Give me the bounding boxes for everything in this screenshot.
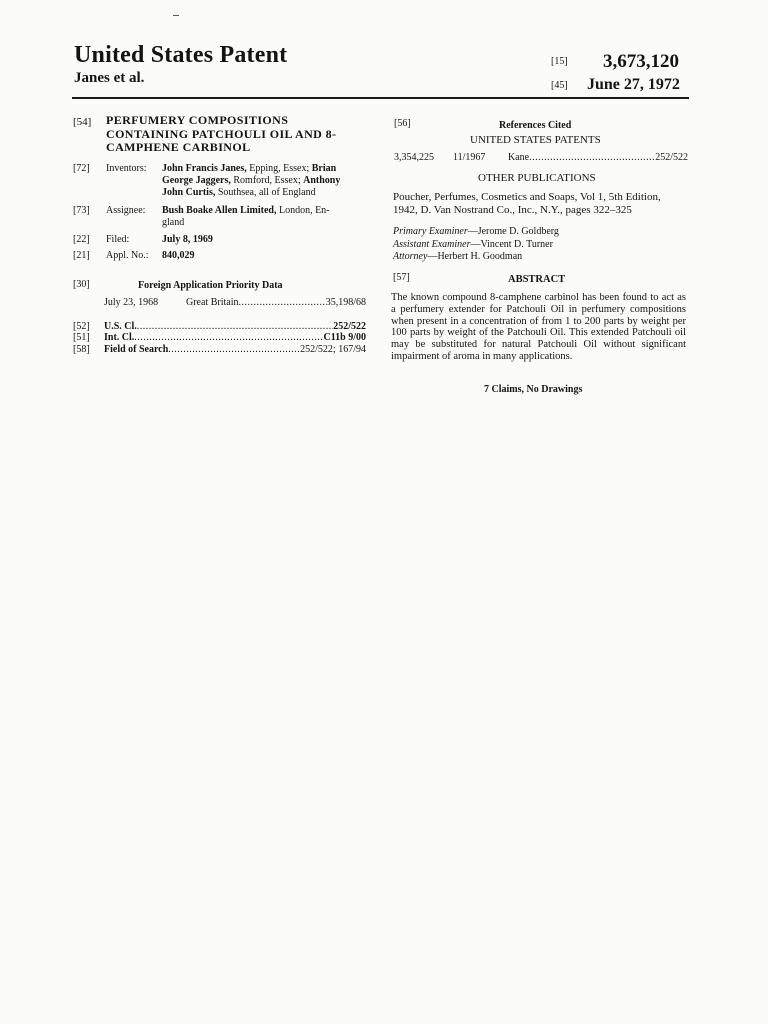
filed-label: Filed: (106, 234, 130, 245)
code-73: [73] (73, 205, 90, 216)
invention-title-line2: CONTAINING PATCHOULI OIL AND 8- (106, 126, 337, 141)
assignee-location-2: gland (162, 217, 185, 228)
int-class-label: Int. Cl. (104, 332, 135, 343)
field-of-search-label: Field of Search (104, 344, 169, 355)
code-52: [52] (73, 321, 90, 332)
code-56: [56] (394, 118, 411, 129)
foreign-priority-heading: Foreign Application Priority Data (138, 280, 283, 291)
authors: Janes et al. (74, 70, 145, 86)
inventor-name-3-rest: John Curtis, (162, 187, 216, 198)
code-15: [15] (551, 56, 568, 67)
int-class-row (104, 332, 366, 344)
field-of-search-row (104, 344, 366, 356)
us-class-label: U.S. Cl. (104, 321, 137, 332)
invention-title (106, 114, 371, 155)
us-class-value: 252/522 (333, 321, 366, 332)
assistant-examiner-label: Assistant Examiner (393, 238, 471, 250)
int-class-value: C11b 9/00 (323, 332, 366, 343)
code-57: [57] (393, 272, 410, 283)
inventor-name-1: John Francis Janes, (162, 163, 247, 174)
ref-patent-date: 11/1967 (453, 152, 486, 163)
filed-date: July 8, 1969 (162, 234, 213, 245)
scan-mark (173, 15, 179, 16)
foreign-priority-country: Great Britain (186, 297, 239, 308)
ref-patent-class: 252/522 (655, 152, 688, 163)
inventor-name-2-first: Brian (311, 163, 337, 174)
code-30: [30] (73, 279, 90, 290)
code-22: [22] (73, 234, 90, 245)
ref-patent-number: 3,354,225 (394, 152, 434, 163)
references-heading: References Cited (499, 120, 572, 131)
ref-patent-row (508, 152, 688, 164)
primary-examiner-name: —Jerome D. Goldberg (467, 226, 559, 237)
other-publication (393, 191, 693, 216)
assignee-label: Assignee: (106, 205, 146, 216)
code-45: [45] (551, 80, 568, 91)
primary-examiner-label: Primary Examiner (393, 226, 468, 237)
us-patents-heading: UNITED STATES PATENTS (470, 134, 601, 146)
field-of-search-value: 252/522; 167/94 (300, 344, 366, 355)
assignee-name: Bush Boake Allen Limited, (162, 205, 277, 216)
code-72: [72] (73, 163, 90, 174)
foreign-priority-row (186, 297, 366, 309)
code-21: [21] (73, 250, 90, 261)
inventors-value (162, 163, 372, 199)
foreign-priority-date: July 23, 1968 (104, 297, 159, 308)
examiners (393, 226, 559, 264)
assistant-examiner-name: —Vincent D. Turner (470, 238, 553, 250)
publication-line-1: Poucher, Perfumes, Cosmetics and Soaps, Vol 1, 5th Edition, (393, 191, 661, 203)
inventor-location-2: Romford, Essex; (230, 175, 304, 186)
inventor-location-3: Southsea, all of England (215, 187, 316, 198)
patent-number: 3,673,120 (603, 51, 679, 72)
appl-no-value: 840,029 (162, 250, 195, 261)
document-title: United States Patent (74, 42, 288, 68)
inventor-name-2-rest: George Jaggers, (162, 175, 231, 186)
code-54: [54] (73, 116, 92, 128)
inventor-name-3-first: Anthony (303, 175, 341, 186)
inventor-location-1: Epping, Essex; (246, 163, 312, 174)
other-publications-heading: OTHER PUBLICATIONS (478, 172, 596, 184)
assignee-value (162, 205, 372, 229)
ref-patent-name: Kane (508, 152, 530, 163)
code-58: [58] (73, 344, 90, 355)
abstract-text: The known compound 8-camphene carbinol has been found to act as a perfumery extender for Patchouli Oil in perfumery compositions when present in a concentration of from 1 to 200 parts by weight per 100 parts by weight of the Patchouli Oil. This extended Patchouli oil may be substituted for natural Patchouli Oil without significant impairment of aroma in many applications. (391, 292, 686, 362)
appl-no-label: Appl. No.: (106, 250, 149, 261)
header-rule (72, 97, 689, 99)
invention-title-line3: CAMPHENE CARBINOL (106, 140, 251, 154)
foreign-priority-number: 35,198/68 (325, 297, 366, 308)
patent-date: June 27, 1972 (587, 76, 680, 93)
claims-summary: 7 Claims, No Drawings (484, 384, 583, 395)
attorney-name: —Herbert H. Goodman (427, 251, 523, 262)
invention-title-line1: PERFUMERY COMPOSITIONS (106, 113, 289, 127)
abstract-heading: ABSTRACT (508, 274, 566, 285)
assignee-location-1: London, En- (276, 205, 330, 216)
attorney-label: Attorney (393, 251, 428, 262)
publication-line-2: 1942, D. Van Nostrand Co., Inc., N.Y., pages 322–325 (393, 203, 632, 216)
inventors-label: Inventors: (106, 163, 147, 174)
code-51: [51] (73, 332, 90, 343)
